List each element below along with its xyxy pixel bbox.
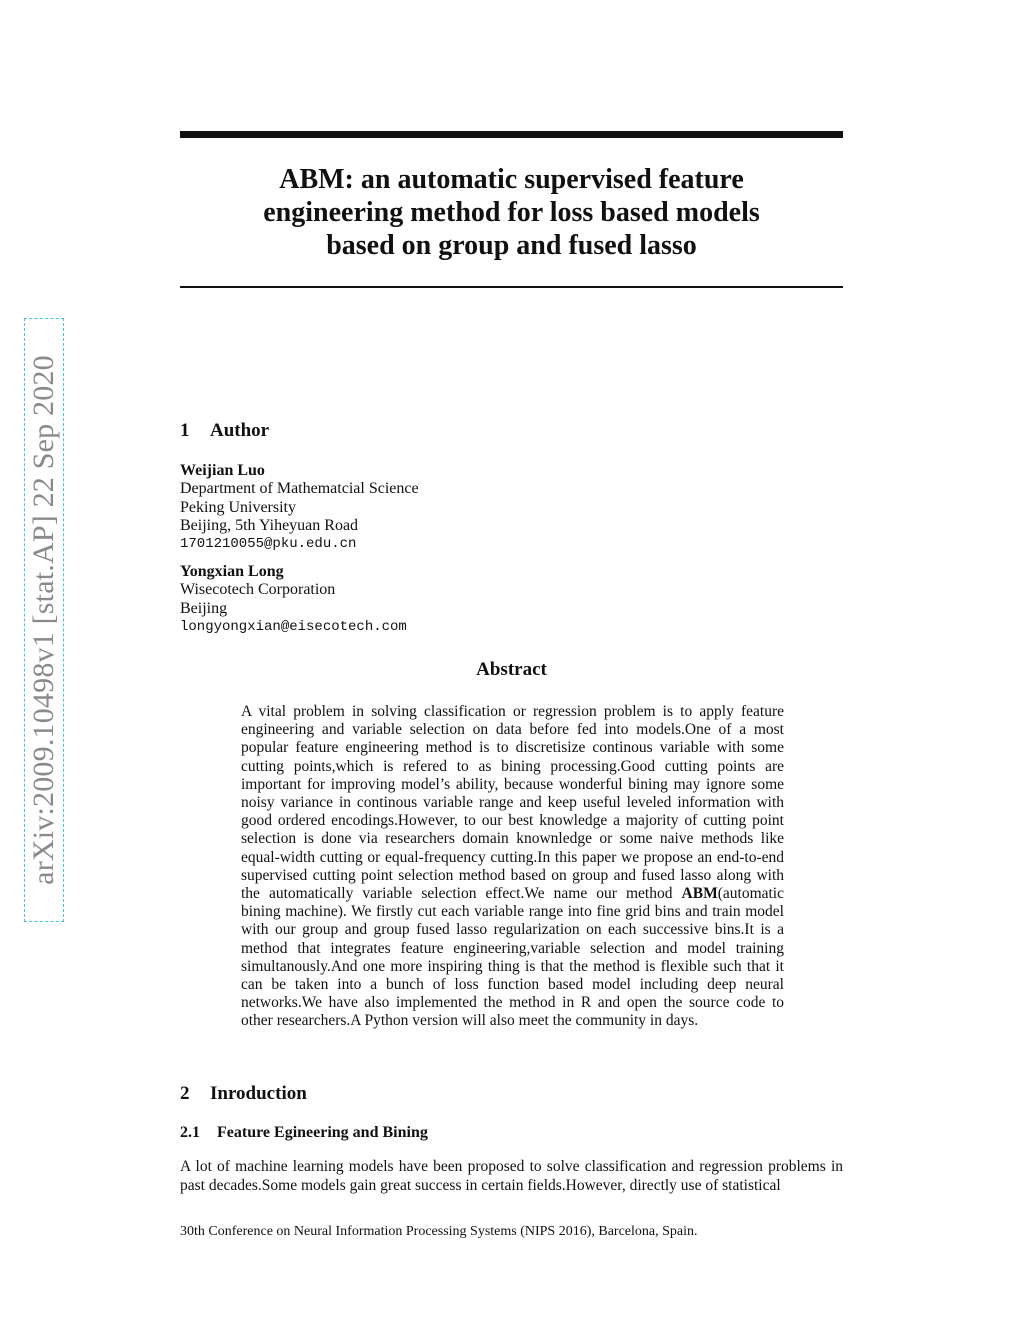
intro-paragraph: A lot of machine learning models have been proposed to solve classification and regression problems in past decades.Some models gain great success in certain fields.However, directly use of statistical (180, 1158, 843, 1194)
abstract-text-part: (automatic bining machine). We firstly cut each variable range into fine grid bins and train model with our group and group fused lasso regularization on each successive bins.It is a method that integrates feature engineering,variable selection and model training simultanously.And one more inspiring thing is that the method is flexible such that it can be taken into a bunch of loss function based model including deep neural networks.We have also implemented the method in R and open the source code to other researchers.A Python version will also meet the community in days. (241, 885, 784, 1030)
section-heading-author (180, 420, 269, 442)
title-top-rule (180, 131, 843, 138)
subsection-title: Feature Egineering and Bining (217, 1124, 428, 1141)
paper-title (180, 163, 843, 262)
author-affiliation: Wisecotech Corporation (180, 581, 336, 599)
title-bottom-rule (180, 286, 843, 288)
section-heading-introduction (180, 1083, 307, 1105)
subsection-number: 2.1 (180, 1124, 200, 1141)
author-address: Beijing (180, 599, 228, 617)
abstract-text (241, 703, 784, 1031)
abstract-bold-term: ABM (681, 885, 718, 903)
author-address: Beijing, 5th Yiheyuan Road (180, 516, 359, 534)
section-number: 1 (180, 420, 190, 441)
abstract-title: Abstract (476, 659, 547, 680)
author-name: Weijian Luo (180, 462, 265, 479)
author-affiliation: Peking University (180, 498, 296, 516)
author-email[interactable]: 1701210055@pku.edu.cn (180, 536, 357, 553)
author-name: Yongxian Long (180, 563, 284, 580)
subsection-heading (180, 1124, 428, 1142)
author-block (180, 462, 419, 553)
section-number: 2 (180, 1083, 190, 1104)
title-line: based on group and fused lasso (326, 230, 697, 261)
section-title: Author (210, 420, 270, 441)
title-line: ABM: an automatic supervised feature (279, 164, 744, 195)
author-email[interactable]: longyongxian@eisecotech.com (180, 618, 407, 635)
author-affiliation: Department of Mathematcial Science (180, 480, 419, 498)
arxiv-identifier[interactable]: arXiv:2009.10498v1 [stat.AP] 22 Sep 2020 (27, 355, 60, 885)
section-title: Inroduction (210, 1083, 307, 1104)
title-line: engineering method for loss based models (263, 197, 760, 228)
author-block (180, 563, 407, 636)
abstract-text-part: A vital problem in solving classification or regression problem is to apply feature engineering and variable selection on data before fed into models.One of a most popular feature engineering method is to discretisize continous variable with some cutting points,which is refered to as bining processing.Good cutting points are important for improving model’s ability, because wonderful bining may ignore some noisy variance in continous variable range and keep useful leveled information with good ordered encodings.However, to our best knowledge a majority of cutting point selection is done via researchers domain knownledge or some naive methods like equal-width cutting or equal-frequency cutting.In this paper we propose an end-to-end supervised cutting point selection method based on group and fused lasso along with the automatically variable selection effect.We name our method (241, 703, 784, 903)
conference-footnote: 30th Conference on Neural Information Processing Systems (NIPS 2016), Barcelona, Spain. (180, 1224, 698, 1239)
